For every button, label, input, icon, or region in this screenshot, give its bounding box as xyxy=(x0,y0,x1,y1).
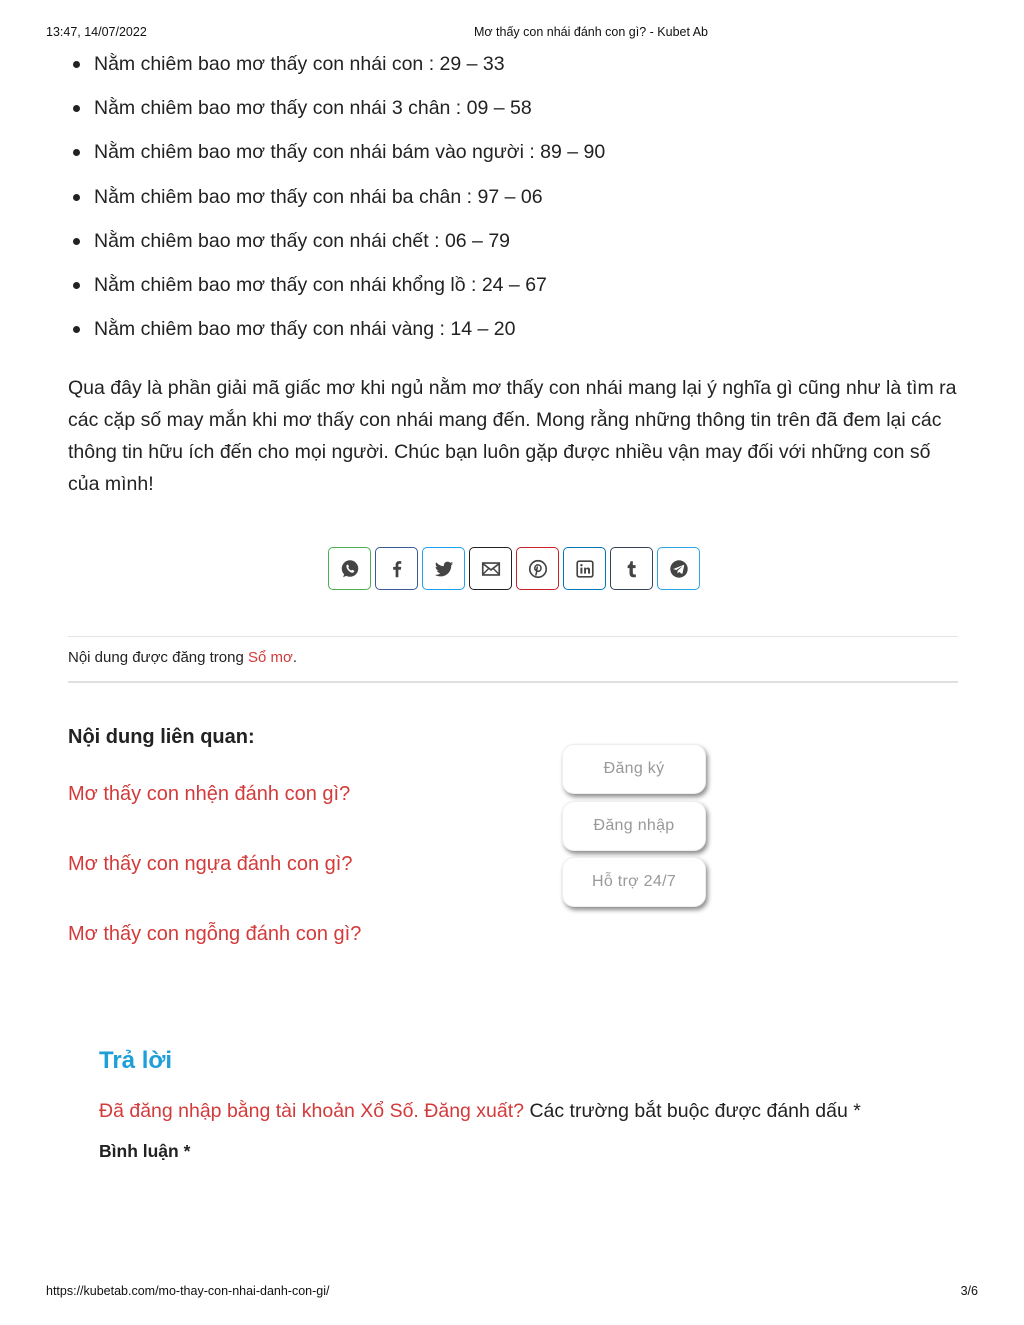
divider xyxy=(68,681,958,683)
telegram-icon xyxy=(668,558,690,580)
divider xyxy=(68,636,958,637)
share-facebook-button[interactable] xyxy=(375,547,418,590)
category-prefix: Nội dung được đăng trong xyxy=(68,649,248,666)
print-footer xyxy=(0,1284,1024,1300)
list-item: Nằm chiêm bao mơ thấy con nhái con : 29 – 33 xyxy=(68,52,968,96)
comment-label: Bình luận * xyxy=(99,1141,191,1161)
share-pinterest-button[interactable] xyxy=(516,547,559,590)
linkedin-icon xyxy=(574,558,596,580)
page-number: 3/6 xyxy=(960,1284,978,1298)
list-item: Nằm chiêm bao mơ thấy con nhái khổng lồ : 24 – 67 xyxy=(68,273,968,317)
share-bar xyxy=(328,547,700,590)
share-email-button[interactable] xyxy=(469,547,512,590)
related-heading: Nội dung liên quan: xyxy=(68,726,255,748)
list-item: Nằm chiêm bao mơ thấy con nhái 3 chân : 09 – 58 xyxy=(68,96,968,140)
whatsapp-icon xyxy=(339,558,361,580)
email-icon xyxy=(480,558,502,580)
login-button[interactable]: Đăng nhập xyxy=(562,801,706,851)
category-link[interactable]: Sổ mơ xyxy=(248,649,293,666)
support-button[interactable]: Hỗ trợ 24/7 xyxy=(562,857,706,907)
dream-number-list xyxy=(68,52,968,361)
conclusion-paragraph: Qua đây là phần giải mã giấc mơ khi ngủ nằm mơ thấy con nhái mang lại ý nghĩa gì cũng như là tìm ra các cặp số may mắn khi mơ thấy con nhái mang đến. Mong rằng những thông tin trên đã đem lại các thông tin hữu ích đến cho mọi người. Chúc bạn luôn gặp được nhiều vận may đối với những con số của mình! xyxy=(68,377,957,495)
share-tumblr-button[interactable] xyxy=(610,547,653,590)
related-link[interactable]: Mơ thấy con nhện đánh con gì? xyxy=(68,783,351,805)
twitter-icon xyxy=(433,558,455,580)
list-item: Nằm chiêm bao mơ thấy con nhái bám vào người : 89 – 90 xyxy=(68,140,968,184)
list-item: Nằm chiêm bao mơ thấy con nhái ba chân : 97 – 06 xyxy=(68,185,968,229)
tumblr-icon xyxy=(621,558,643,580)
print-datetime: 13:47, 14/07/2022 xyxy=(46,25,147,39)
category-suffix: . xyxy=(292,649,298,666)
print-url: https://kubetab.com/mo-thay-con-nhai-danh-con-gi/ xyxy=(46,1284,330,1298)
facebook-icon xyxy=(386,558,408,580)
share-twitter-button[interactable] xyxy=(422,547,465,590)
logout-link[interactable]: Đăng xuất? xyxy=(424,1100,525,1122)
required-fields-note: Các trường bắt buộc được đánh dấu * xyxy=(529,1100,861,1122)
related-link[interactable]: Mơ thấy con ngựa đánh con gì? xyxy=(68,853,353,875)
print-page-title: Mơ thấy con nhái đánh con gì? - Kubet Ab xyxy=(473,25,709,39)
register-button[interactable]: Đăng ký xyxy=(562,744,706,794)
share-linkedin-button[interactable] xyxy=(563,547,606,590)
reply-title: Trả lời xyxy=(99,1047,173,1074)
related-link[interactable]: Mơ thấy con ngỗng đánh con gì? xyxy=(68,923,362,945)
share-whatsapp-button[interactable] xyxy=(328,547,371,590)
logged-in-line xyxy=(99,1100,861,1123)
share-telegram-button[interactable] xyxy=(657,547,700,590)
logged-in-account-link[interactable]: Đã đăng nhập bằng tài khoản Xổ Số. xyxy=(99,1100,419,1122)
list-item: Nằm chiêm bao mơ thấy con nhái chết : 06 – 79 xyxy=(68,229,968,273)
pinterest-icon xyxy=(527,558,549,580)
print-header xyxy=(0,25,1024,41)
category-line xyxy=(68,649,297,666)
list-item: Nằm chiêm bao mơ thấy con nhái vàng : 14 – 20 xyxy=(68,317,968,361)
